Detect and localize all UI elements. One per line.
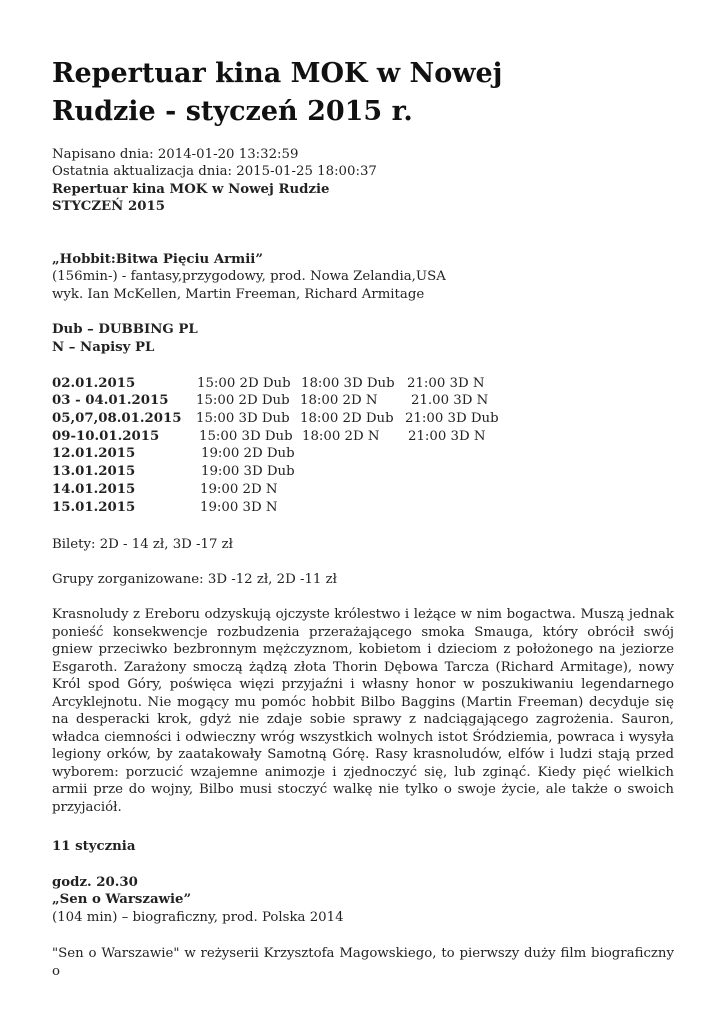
film1-description: Krasnoludy z Ereboru odzyskują ojczyste królestwo i leżące w nim bogactwa. Muszą jednak ponieść konsekwencje rozbudzenia przerażającego smoka Smauga, który obrócił swój gniew przeciwko bezbronnym mężczyznom, kobietom i dzieciom z położonego na jeziorze Esgaroth. Zarażony smoczą żądzą złota Thorin Dębowa Tarcza (Richard Armitage), nowy Król spod Góry, poświęca więzi przyjaźni i własny honor w poszukiwaniu legendarnego Arcyklejnotu. Nie mogący mu pomóc hobbit Bilbo Baggins (Martin Freeman) decyduje się na desperacki krok, gdyż nie zdaje sobie sprawy z nadciągającego zagrożenia. Sauron, władca ciemności i odwieczny wróg wszystkich wolnych istot Śródziemia, powraca i wysyła legiony orków, by zaatakowały Samotną Górę. Rasy krasnoludów, elfów i ludzi stają przed wyborem: porzucić wzajemne animozje i zjednoczyć się, lub zginąć. Kiedy pięć wielkich armii prze do wojny, Bilbo musi stoczyć walkę nie tylko o swoje życie, ale także o swoich przyjaciół. — [52, 607, 674, 815]
film1-info: (156min-) - fantasy,przygodowy, prod. Nowa Zelandia,USA — [52, 269, 446, 284]
showtime: 15:00 2D Dub — [197, 376, 291, 391]
showtime: 21.00 3D N — [411, 393, 489, 408]
page-title: Repertuar kina MOK w Nowej Rudzie - styczeń 2015 r. — [52, 58, 503, 127]
month-heading: STYCZEŃ 2015 — [52, 199, 165, 214]
cinema-heading: Repertuar kina MOK w Nowej Rudzie — [52, 182, 330, 197]
section2-date: 11 stycznia — [52, 839, 136, 854]
showtime: 15:00 3D Dub — [196, 411, 290, 426]
film2-info: (104 min) – biograficzny, prod. Polska 2014 — [52, 910, 344, 925]
showtime: 18:00 2D N — [302, 429, 380, 444]
showtime: 21:00 3D N — [407, 376, 485, 391]
section2-time: godz. 20.30 — [52, 875, 138, 890]
schedule-date: 13.01.2015 — [52, 464, 136, 479]
showtime: 21:00 3D Dub — [405, 411, 499, 426]
showtime: 15:00 2D Dub — [196, 393, 290, 408]
showtime: 18:00 2D Dub — [300, 411, 394, 426]
film2-description: "Sen o Warszawie" w reżyserii Krzysztofa Magowskiego, to pierwszy duży film biograficzny o — [52, 946, 674, 979]
legend-subtitles: N – Napisy PL — [52, 340, 155, 355]
showtime: 19:00 2D Dub — [201, 446, 295, 461]
schedule-date: 15.01.2015 — [52, 500, 136, 515]
showtime: 18:00 2D N — [300, 393, 378, 408]
written-date: Napisano dnia: 2014-01-20 13:32:59 — [52, 147, 299, 162]
schedule-date: 05,07,08.01.2015 — [52, 411, 182, 426]
showtime: 21:00 3D N — [408, 429, 486, 444]
group-prices: Grupy zorganizowane: 3D -12 zł, 2D -11 zł — [52, 572, 337, 587]
showtime: 19:00 3D Dub — [201, 464, 295, 479]
schedule-date: 12.01.2015 — [52, 446, 136, 461]
schedule-date: 03 - 04.01.2015 — [52, 393, 169, 408]
film1-title: „Hobbit:Bitwa Pięciu Armii” — [52, 252, 263, 267]
film1-cast: wyk. Ian McKellen, Martin Freeman, Richard Armitage — [52, 287, 425, 302]
showtime: 18:00 3D Dub — [301, 376, 395, 391]
showtime: 15:00 3D Dub — [199, 429, 293, 444]
legend-dubbing: Dub – DUBBING PL — [52, 322, 198, 337]
schedule-date: 09-10.01.2015 — [52, 429, 160, 444]
showtime: 19:00 2D N — [200, 482, 278, 497]
ticket-prices: Bilety: 2D - 14 zł, 3D -17 zł — [52, 537, 233, 552]
schedule-date: 02.01.2015 — [52, 376, 136, 391]
updated-date: Ostatnia aktualizacja dnia: 2015-01-25 18:00:37 — [52, 164, 377, 179]
film2-title: „Sen o Warszawie” — [52, 892, 192, 907]
showtime: 19:00 3D N — [200, 500, 278, 515]
schedule-date: 14.01.2015 — [52, 482, 136, 497]
